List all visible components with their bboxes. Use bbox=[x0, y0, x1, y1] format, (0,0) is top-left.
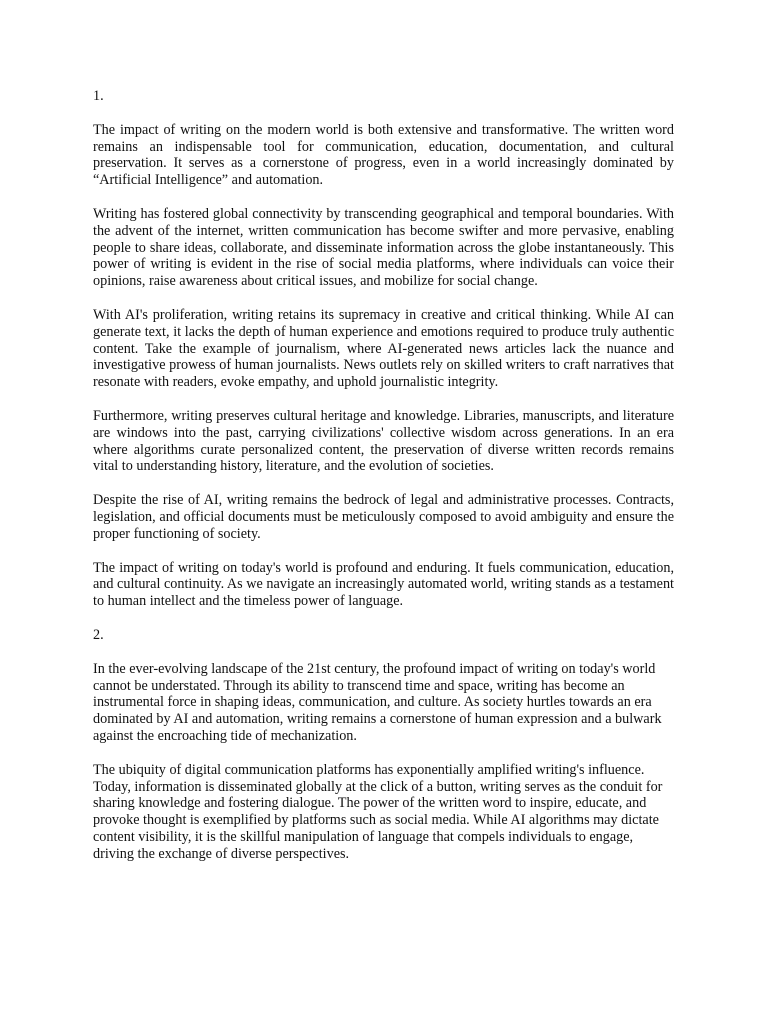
paragraph-1-2: Writing has fostered global connectivity by transcending geographical and temporal boundaries. With the advent of the internet, written communication has become swifter and more pervasive, enabling people to share ideas, collaborate, and disseminate information across the globe instantaneously. This power of writing is evident in the rise of social media platforms, where individuals can voice their opinions, raise awareness about critical issues, and mobilize for social change. bbox=[93, 205, 674, 290]
paragraph-2-1: In the ever-evolving landscape of the 21st century, the profound impact of writing on today's world cannot be understated. Through its ability to transcend time and space, writing has become an instrumental force in shaping ideas, communication, and culture. As society hurtles towards an era dominated by AI and automation, writing remains a cornerstone of human expression and a bulwark against the encroaching tide of mechanization. bbox=[93, 660, 662, 744]
section-number-2: 2. bbox=[93, 626, 104, 643]
paragraph-1-4: Furthermore, writing preserves cultural heritage and knowledge. Libraries, manuscripts, and literature are windows into the past, carrying civilizations' collective wisdom across generations. In an era where algorithms curate personalized content, the preservation of diverse written records remains vital to understanding history, literature, and the evolution of societies. bbox=[93, 407, 674, 475]
paragraph-1-6: The impact of writing on today's world is profound and enduring. It fuels communication, education, and cultural continuity. As we navigate an increasingly automated world, writing stands as a testament to human intellect and the timeless power of language. bbox=[93, 559, 674, 610]
paragraph-1-1: The impact of writing on the modern world is both extensive and transformative. The written word remains an indispensable tool for communication, education, documentation, and cultural preservation. It serves as a cornerstone of progress, even in a world increasingly dominated by “Artificial Intelligence” and automation. bbox=[93, 121, 674, 189]
paragraph-1-5: Despite the rise of AI, writing remains the bedrock of legal and administrative processes. Contracts, legislation, and official documents must be meticulously composed to avoid ambiguity and ensure the proper functioning of society. bbox=[93, 492, 674, 542]
paragraph-2-2: The ubiquity of digital communication platforms has exponentially amplified writing's influence. Today, information is disseminated globally at the click of a button, writing serves as the conduit for sharing knowledge and fostering dialogue. The power of the written word to inspire, educate, and provoke thought is exemplified by platforms such as social media. While AI algorithms may dictate content visibility, it is the skillful manipulation of language that compels individuals to engage, driving the exchange of diverse perspectives. bbox=[93, 761, 663, 862]
paragraph-1-3: With AI's proliferation, writing retains its supremacy in creative and critical thinking. While AI can generate text, it lacks the depth of human experience and emotions required to produce truly authentic content. Take the example of journalism, where AI-generated news articles lack the nuance and investigative prowess of human journalists. News outlets rely on skilled writers to craft narratives that resonate with readers, evoke empathy, and uphold journalistic integrity. bbox=[93, 306, 674, 391]
document-page bbox=[93, 88, 674, 879]
section-number-1: 1. bbox=[93, 88, 104, 104]
